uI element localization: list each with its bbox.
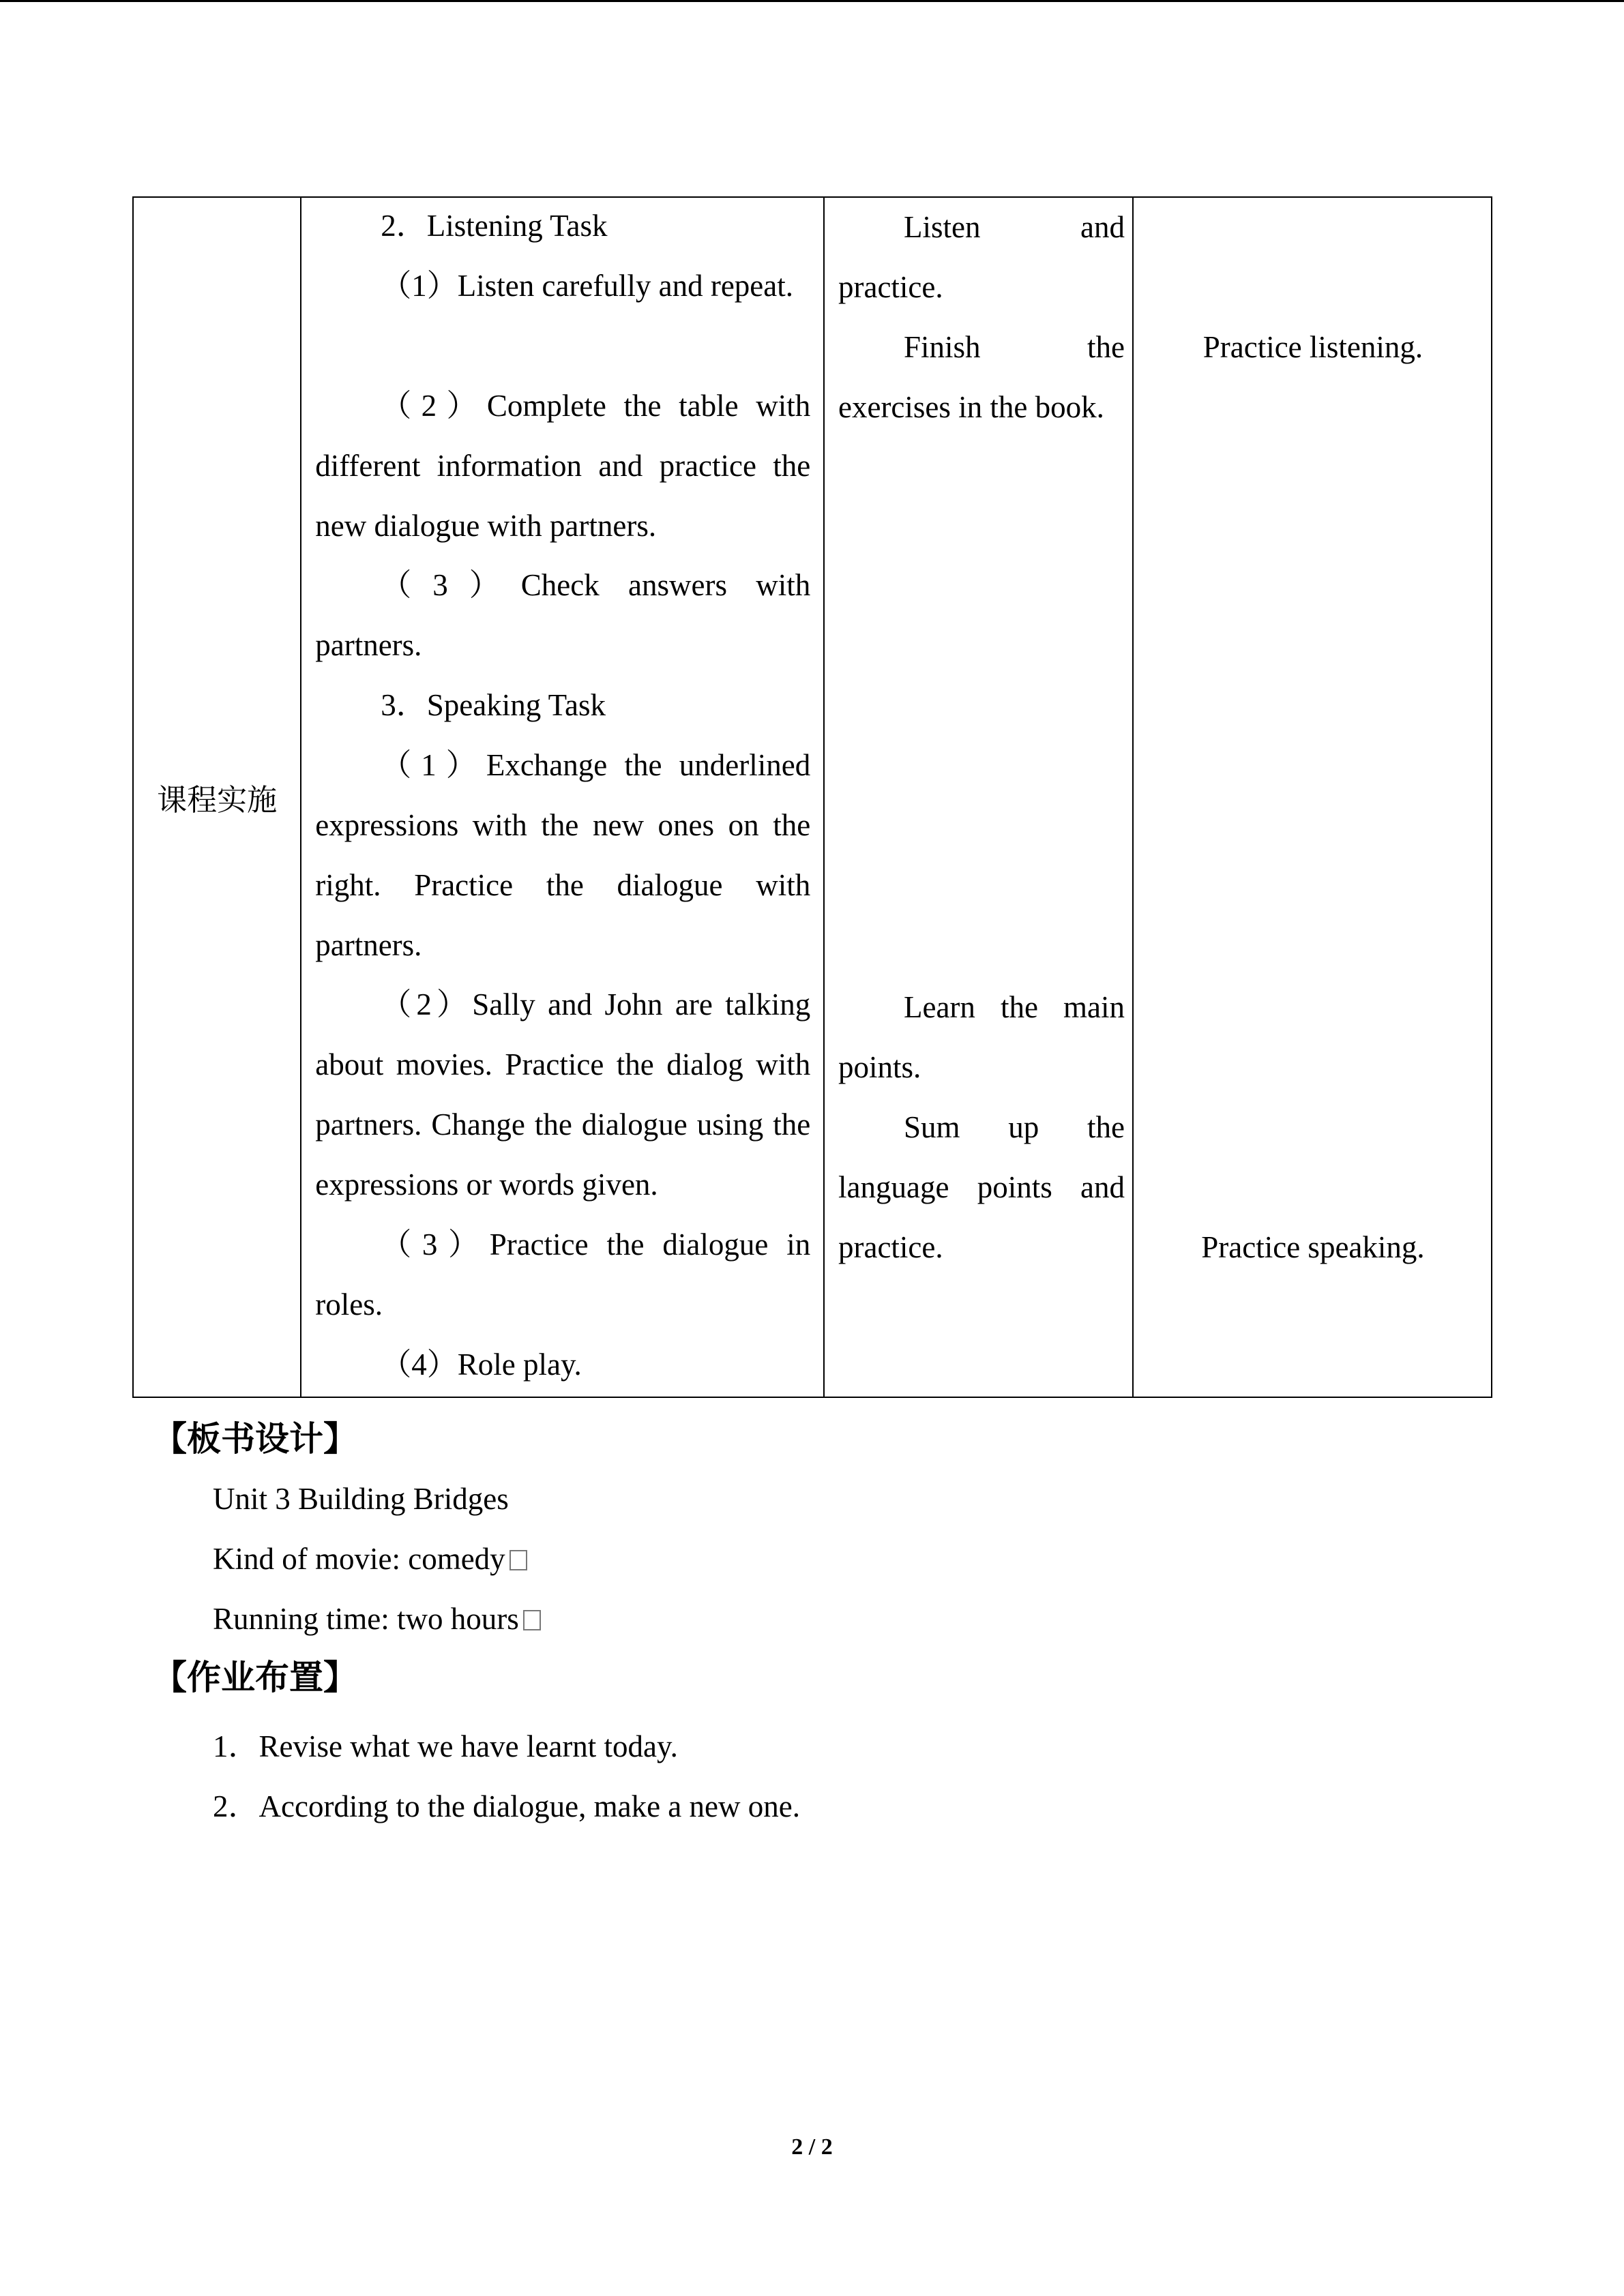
page-number: 2 / 2 [791,2134,833,2160]
board-line-kind-text: Kind of movie: comedy [213,1542,505,1576]
speaking-step-1: （1）Exchange the underlined expressions with the new ones on the right. Practice the dialogue with partners. [315,748,811,962]
speaking-step-3: （3）Practice the dialogue in roles. [315,1227,811,1322]
board-line-time [213,1601,541,1637]
student-activity-4: Sum up the language points and practice. [838,1110,1125,1264]
teaching-steps-cell [301,197,824,1397]
board-line-time-text: Running time: two hours [213,1602,519,1636]
homework-item-2: 2．According to the dialogue, make a new one. [213,1789,800,1823]
stage-cell [133,197,301,1397]
homework-item-1: 1．Revise what we have learnt today. [213,1729,678,1763]
purpose-speaking: Practice speaking. [1201,1230,1425,1264]
purpose-cell [1133,197,1492,1397]
student-activity-3: Learn the main points. [838,990,1125,1084]
board-line-unit: Unit 3 Building Bridges [213,1482,509,1516]
student-activity-cell [824,197,1133,1397]
listening-step-3: （3）Check answers with partners. [315,568,811,662]
placeholder-box-icon [523,1610,541,1630]
listening-task-title: 2．Listening Task [381,209,608,243]
student-activity-2: Finish the exercises in the book. [838,330,1125,424]
board-design-heading: 【板书设计】 [153,1419,357,1459]
speaking-step-2: （2）Sally and John are talking about movies. Practice the dialog with partners. Change the dialogue using the expressions or words given. [315,987,811,1202]
lesson-plan-table [132,196,1492,1398]
student-activity-1: Listen and practice. [838,210,1125,304]
table-row [133,197,1492,1397]
listening-step-1: （1）Listen carefully and repeat. [381,269,793,303]
speaking-task-title: 3．Speaking Task [381,688,606,722]
placeholder-box-icon [510,1550,527,1570]
stage-label: 课程实施 [157,783,278,818]
board-line-kind [213,1541,527,1577]
speaking-step-4: （4）Role play. [381,1347,582,1382]
purpose-listening: Practice listening. [1202,330,1423,364]
homework-heading: 【作业布置】 [153,1658,357,1697]
listening-step-2: （2）Complete the table with different information and practice the new dialogue with partners. [315,389,811,543]
